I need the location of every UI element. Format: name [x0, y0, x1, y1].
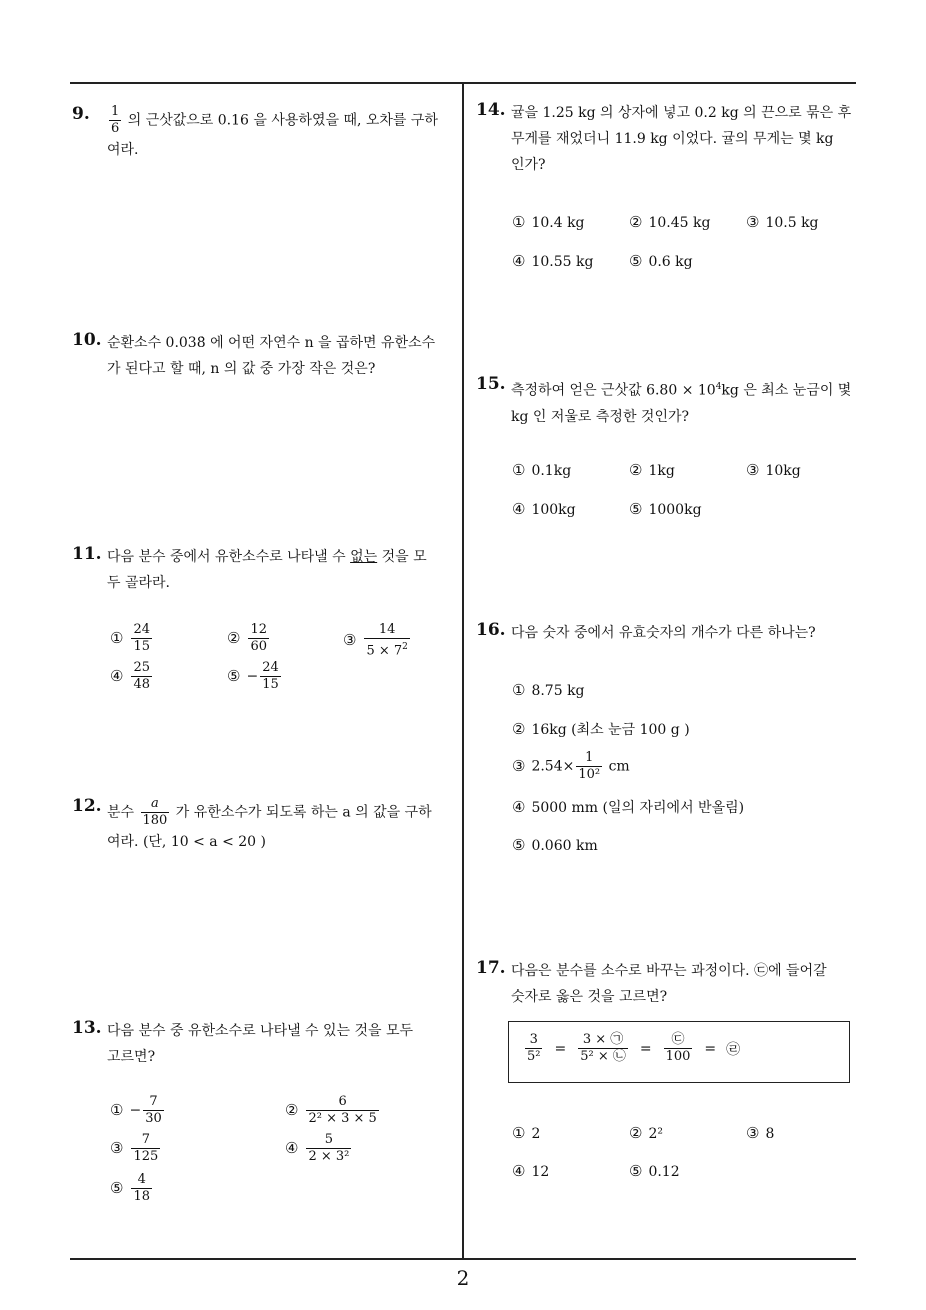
question-number: 15.: [476, 374, 506, 394]
choice-4[interactable]: ④ $\frac{25}{48}$: [110, 660, 150, 692]
fraction: $\frac{a}{180}$: [142, 796, 168, 828]
question-number: 9.: [72, 104, 90, 124]
choice-2[interactable]: ② $\frac{12}{60}$: [227, 622, 267, 654]
choice-4[interactable]: ④ 5000 mm (일의 자리에서 반올림): [512, 798, 745, 816]
question-text: 다음 숫자 중에서 유효숫자의 개수가 다른 하나는?: [511, 625, 816, 641]
choice-5[interactable]: ⑤ 0.060 km: [512, 836, 598, 854]
choice-3[interactable]: ③ $\frac{7}{125}$: [110, 1132, 159, 1164]
column-divider: [462, 84, 464, 1260]
choice-3[interactable]: ③ 8: [746, 1124, 775, 1142]
choice-2[interactable]: ② 16kg (최소 눈금 100 g ): [512, 720, 690, 738]
choice-3[interactable]: ③ $\frac{14}{5 \times 7^2}$: [343, 622, 408, 659]
choice-3[interactable]: ③ 2.54× $\frac{1}{\text{10²}}$ cm: [512, 750, 630, 782]
question-text: 귤을 1.25 kg 의 상자에 넣고 0.2 kg 의 끈으로 묶은 후: [511, 105, 852, 121]
page-number: 2: [456, 1266, 470, 1290]
question-text: 분수: [107, 804, 135, 821]
question-text: 무게를 재었더니 11.9 kg 이었다. 귤의 무게는 몇 kg: [511, 131, 834, 147]
choice-3[interactable]: ③ 10.5 kg: [746, 213, 819, 231]
question-text: 가 된다고 할 때, n 의 값 중 가장 작은 것은?: [107, 361, 376, 377]
choice-1[interactable]: ① 8.75 kg: [512, 681, 585, 699]
question-text: 다음 분수 중에서 유한소수로 나타낼 수: [107, 549, 351, 565]
choice-2[interactable]: ② $\frac{6}{\text{2² × 3 × 5}}$: [285, 1094, 377, 1126]
question-number: 14.: [476, 100, 506, 120]
choice-2[interactable]: ② 10.45 kg: [629, 213, 711, 231]
choice-4[interactable]: ④ $\frac{5}{\text{2 × 3²}}$: [285, 1132, 350, 1164]
question-number: 13.: [72, 1018, 102, 1038]
question-text: 측정하여 얻은 근삿값 6.80 × 10: [511, 382, 716, 399]
choice-5[interactable]: ⑤ 0.12: [629, 1162, 680, 1180]
choice-2[interactable]: ② 1kg: [629, 461, 675, 479]
question-text: kg 인 저울로 측정한 것인가?: [511, 408, 689, 425]
question-text: 다음은 분수를 소수로 바꾸는 과정이다. ㉢에 들어갈: [511, 963, 827, 979]
question-text: 순환소수 0.038̇ 에 어떤 자연수 n 을 곱하면 유한소수: [107, 335, 436, 351]
choice-5[interactable]: ⑤ − $\frac{24}{15}$: [227, 660, 279, 692]
question-text: 인가?: [511, 157, 546, 173]
choice-4[interactable]: ④ 12: [512, 1162, 550, 1180]
equation-box: $\frac{3}{\text{5²}}$ = $\frac{3 \times ㉠}{\text{5² × ㉡}}$ = $\frac{㉢}{100}$ = ㉣: [508, 1021, 850, 1083]
choice-4[interactable]: ④ 100kg: [512, 500, 576, 518]
question-text: 다음 분수 중 유한소수로 나타낼 수 있는 것을 모두: [107, 1023, 414, 1039]
question-text: 여라.: [107, 142, 139, 158]
underlined-word: 없는: [350, 549, 378, 565]
question-text: 것을 모: [377, 549, 427, 565]
question-text: 의 근삿값으로 0.16 을 사용하였을 때, 오차를 구하: [127, 112, 438, 129]
choice-1[interactable]: ① 0.1kg: [512, 461, 572, 479]
question-number: 10.: [72, 330, 102, 350]
choice-5[interactable]: ⑤ $\frac{4}{18}$: [110, 1172, 150, 1204]
question-number: 11.: [72, 544, 102, 564]
question-text: 숫자로 옳은 것을 고르면?: [511, 989, 668, 1005]
choice-5[interactable]: ⑤ 1000kg: [629, 500, 702, 518]
choice-1[interactable]: ① − $\frac{7}{30}$: [110, 1094, 162, 1126]
bottom-rule: [70, 1258, 856, 1260]
choice-5[interactable]: ⑤ 0.6 kg: [629, 252, 693, 270]
fraction: $\frac{1}{6}$: [111, 104, 120, 136]
choice-1[interactable]: ① 10.4 kg: [512, 213, 585, 231]
question-text: 고르면?: [107, 1049, 156, 1065]
choice-3[interactable]: ③ 10kg: [746, 461, 801, 479]
question-text: 가 유한소수가 되도록 하는 a 의 값을 구하: [175, 804, 432, 821]
choice-1[interactable]: ① 2: [512, 1124, 541, 1142]
question-text: kg 은 최소 눈금이 몇: [721, 382, 852, 399]
question-text: 여라. (단, 10 < a < 20 ): [107, 834, 266, 850]
choice-1[interactable]: ① $\frac{24}{15}$: [110, 622, 150, 654]
question-number: 12.: [72, 796, 102, 816]
choice-2[interactable]: ② 2²: [629, 1124, 663, 1142]
question-text: 두 골라라.: [107, 575, 170, 591]
choice-4[interactable]: ④ 10.55 kg: [512, 252, 594, 270]
question-number: 16.: [476, 620, 506, 640]
question-number: 17.: [476, 958, 506, 978]
